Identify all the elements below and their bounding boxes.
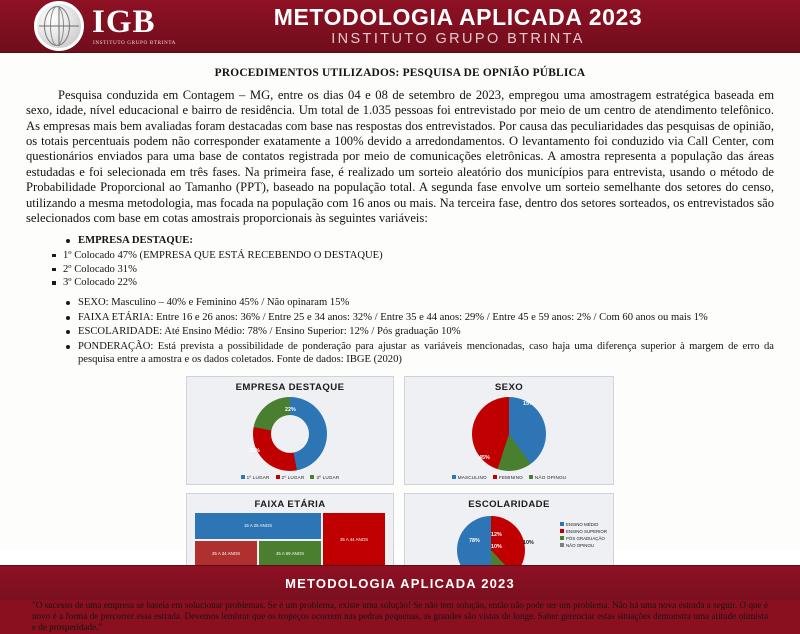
legend-swatch	[529, 475, 533, 479]
treemap	[195, 513, 385, 567]
slice-label-1: 31%	[249, 447, 260, 454]
page-header	[0, 0, 800, 53]
header-titles	[176, 5, 740, 46]
chart-area	[187, 393, 393, 473]
slice-label-0: 78%	[469, 537, 480, 544]
variables-list-continued	[66, 296, 774, 367]
treemap-cell: 25 A 34 ANOS	[195, 541, 257, 567]
treemap-cell: 16 A 25 ANOS	[195, 513, 321, 539]
list-item: 1º Colocado 47% (EMPRESA QUE ESTÁ RECEBENDO O DESTAQUE)	[52, 249, 774, 263]
chart-legend	[560, 522, 607, 548]
legend-label: ENSINO MÉDIO	[566, 521, 599, 527]
list-item: 3º Colocado 22%	[52, 276, 774, 290]
list-item: EMPRESA DESTAQUE:	[66, 234, 774, 248]
chart-legend	[187, 473, 393, 484]
legend-label: 2º LUGAR	[281, 474, 305, 480]
header-subtitle: INSTITUTO GRUPO BTRINTA	[331, 30, 585, 47]
legend-label: 3º LUGAR	[316, 474, 340, 480]
empresa-destaque-sublist	[52, 249, 774, 290]
page-footer	[0, 565, 800, 600]
legend-swatch	[560, 529, 564, 533]
slice-label-3: 10%	[523, 539, 534, 546]
closing-quote: "O sucesso de uma empresa se baseia em solucionar problemas. Se é um problema, existe uma solução! Se não tem solução, então não pode ser um problema. Não há uma nova estrada a seguir. O que é novo é a forma de percorrer essa estrada. Devemos lembrar que os tropeços ocorrem nas pedras pequenas, as grandes são vistas de longe. Saber gerenciar estas situações demonstra uma atitude otimista e de prosperidade."	[32, 599, 768, 633]
logo	[34, 1, 176, 51]
legend-item	[560, 529, 607, 534]
legend-item	[560, 543, 607, 548]
list-item: PONDERAÇÃO: Está prevista a possibilidade de ponderação para ajustar as variáveis mencionadas, caso haja uma diferença superior à margem de erro da pesquisa entre a amostra e os dados coletados. Fonte de dados: IBGE (2020)	[66, 340, 774, 367]
header-title: METODOLOGIA APLICADA 2023	[273, 4, 643, 31]
legend-item	[560, 522, 607, 527]
legend-label: NÃO OPINOU	[534, 474, 567, 480]
treemap-cell: 45 A 59 ANOS	[259, 541, 321, 567]
list-item: 2º Colocado 31%	[52, 263, 774, 277]
legend-item	[276, 475, 305, 480]
list-item: ESCOLARIDADE: Até Ensino Médio: 78% / Ensino Superior: 12% / Pós graduação 10%	[66, 325, 774, 339]
chart-title: ESCOLARIDADE	[468, 498, 550, 510]
legend-swatch	[310, 475, 314, 479]
legend-swatch	[560, 543, 564, 547]
charts-grid	[26, 376, 774, 591]
legend-swatch	[276, 475, 280, 479]
slice-label-2: 15%	[523, 400, 534, 407]
legend-label: ENSINO SUPERIOR	[566, 528, 607, 534]
logo-text: IGB	[92, 4, 156, 40]
chart-title: SEXO	[494, 381, 524, 393]
treemap-cell: 35 A 44 ANOS	[323, 513, 385, 567]
list-item: SEXO: Masculino – 40% e Feminino 45% / Não opinaram 15%	[66, 296, 774, 310]
footer-title: METODOLOGIA APLICADA 2023	[285, 575, 515, 591]
chart-title: EMPRESA DESTAQUE	[235, 381, 345, 393]
legend-swatch	[560, 536, 564, 540]
legend-item	[529, 475, 566, 480]
list-item: FAIXA ETÁRIA: Entre 16 e 26 anos: 36% / Entre 25 e 34 anos: 32% / Entre 35 e 44 anos: 29% / Entre 45 e 59 anos: 2% / Com 60 anos ou mais 1%	[66, 311, 774, 325]
logo-subtext: INSTITUTO GRUPO BTRINTA	[93, 40, 177, 46]
chart-empresa-destaque	[186, 376, 394, 485]
chart-title: FAIXA ETÁRIA	[254, 498, 326, 510]
methodology-paragraph: Pesquisa conduzida em Contagem – MG, entre os dias 04 e 08 de setembro de 2023, empregou uma amostragem estratégica baseada em sexo, idade, nível educacional e bairro de residência. Um total de 1.035 pessoas foi entrevistado por meio de um centro de atendimento telefônico. As empresas mais bem avaliadas foram destacadas com base nas respostas dos entrevistados. Por causa das peculiaridades das pesquisas de opinião, os totais percentuais podem não corresponder exatamente a 100% devido a arredondamentos. O levantamento foi conduzido via Call Center, com questionários enviados para uma base de contatos registrada por meio de comunicações eletrônicas. A amostra representa a população das áreas estudadas e foi selecionada em três fases. Na primeira fase, é realizado um sorteio aleatório dos municípios para entrevista, usando o método de Probabilidade Proporcional ao Tamanho (PPT), baseado na população total. A segunda fase envolve um sorteio semelhante dos setores do censo, utilizando a mesma metodologia, mas focada na população com 16 anos ou mais. Na terceira fase, dentro dos setores sorteados, os entrevistados são selecionados com base em cotas amostrais proporcionais às seguintes variáveis:	[26, 88, 774, 225]
legend-item	[493, 475, 523, 480]
slice-label-1: 12%	[491, 531, 502, 538]
legend-label: MASCULINO	[457, 474, 487, 480]
slice-label-2: 22%	[285, 406, 296, 413]
slice-label-1: 45%	[479, 454, 490, 461]
legend-swatch	[452, 475, 456, 479]
legend-item	[241, 475, 270, 480]
legend-label: NÃO OPINOU	[566, 542, 595, 548]
legend-item	[452, 475, 487, 480]
chart-legend	[405, 473, 613, 484]
legend-item	[560, 536, 607, 541]
legend-label: PÓS GRADUAÇÃO	[566, 535, 605, 541]
section-title: PROCEDIMENTOS UTILIZADOS: PESQUISA DE OPNIÃO PÚBLICA	[214, 67, 586, 79]
globe-icon	[34, 1, 84, 51]
slice-label-2: 10%	[491, 543, 502, 550]
legend-label: 1º LUGAR	[246, 474, 270, 480]
legend-swatch	[493, 475, 497, 479]
chart-sexo	[404, 376, 614, 485]
legend-swatch	[241, 475, 245, 479]
chart-area	[187, 510, 393, 570]
chart-area	[405, 393, 613, 473]
variables-list	[66, 234, 774, 248]
legend-item	[310, 475, 339, 480]
legend-swatch	[560, 522, 564, 526]
legend-label: FEMININO	[498, 474, 523, 480]
